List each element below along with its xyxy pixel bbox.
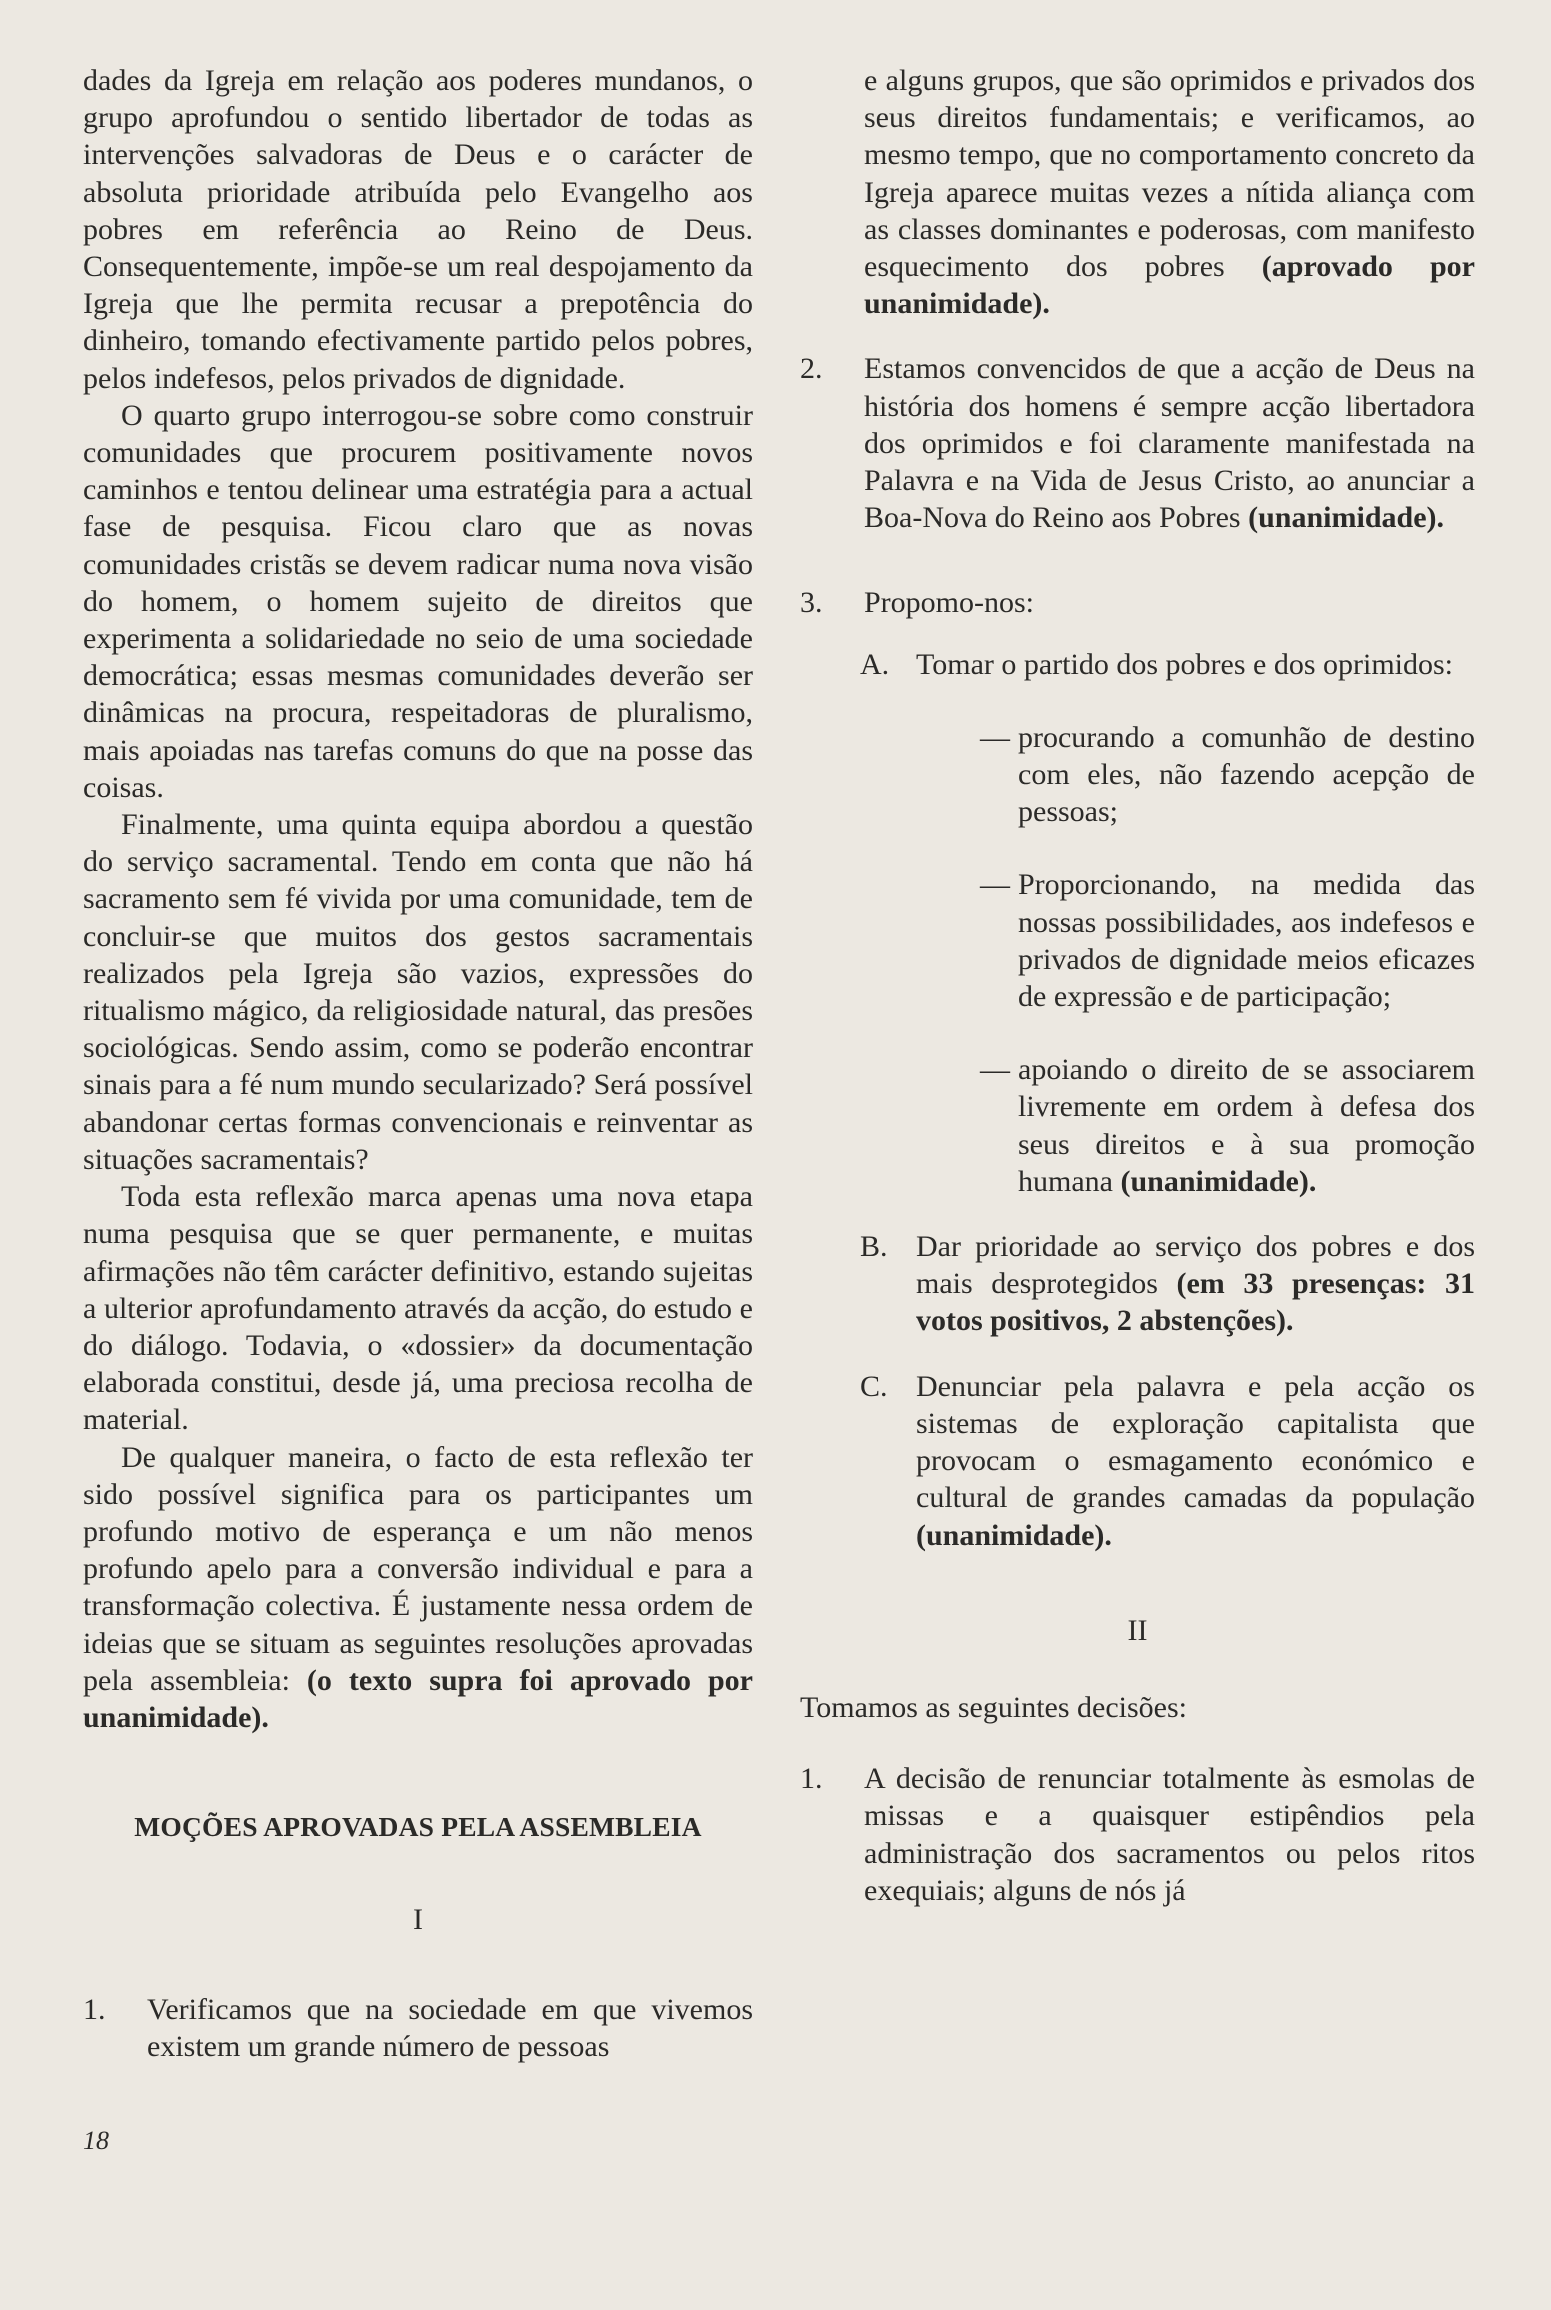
item-text [916,1228,1475,1340]
page-number: 18 [83,2126,109,2155]
approval-note: (unanimidade). [916,1518,1112,1552]
approval-note: (em 33 presenças: 31 votos positivos, 2 abstenções). [916,1267,1475,1338]
item-letter: A. [860,647,890,681]
dash-item [980,866,1475,1015]
item-body: Dar prioridade ao serviço dos pobres e dos mais desprotegidos [916,1230,1475,1301]
roman-numeral: II [1127,1613,1148,1647]
paragraph-text: De qualquer maneira, o facto de esta reflexão ter sido possível significa para os participantes um profundo motivo de esperança e um não menos profundo apelo para a conversão individual e para a transformação colectiva. É justamente nessa ordem de ideias que se situam as seguintes resoluções aprovadas pela assembleia: [83,1440,753,1697]
item-number: 3. [800,586,823,620]
roman-numeral: I [413,1903,423,1937]
item-letter: B. [860,1230,888,1264]
item-body: Denunciar pela palavra e pela acção os sistemas de exploração capitalista que provocam o esmagamento económico e cultural de grandes camadas da população [916,1369,1475,1515]
lettered-item [860,646,1475,683]
dash-mark: — [980,720,1010,754]
item-number: 1. [800,1762,823,1796]
item-text: A decisão de renunciar totalmente às esmolas de missas e a quaisquer estipêndios pela administração dos sacramentos ou pelos ritos exequiais; alguns de nós já [864,1762,1475,1907]
numbered-item [83,1991,753,2065]
dash-mark: — [980,868,1010,902]
item-text [864,350,1475,536]
item-body: apoiando o direito de se associarem livremente em ordem à defesa dos seus direitos e à sua promoção humana [1018,1053,1475,1198]
item-body: Estamos convencidos de que a acção de Deus na história dos homens é sempre acção libertadora dos oprimidos e foi claramente manifestada na Palavra e na Vida de Jesus Cristo, ao anunciar a Boa-Nova do Reino aos Pobres [864,352,1475,535]
right-column [800,62,1475,1909]
lettered-item [860,1368,1475,1554]
item-text: Verificamos que na sociedade em que vivemos existem um grande número de pessoas [147,1992,753,2063]
paragraph: dades da Igreja em relação aos poderes mundanos, o grupo aprofundou o sentido libertador de todas as intervenções salvadoras de Deus e o carácter de absoluta prioridade atribuída pelo Evangelho aos pobres em referência ao Reino de Deus. Consequentemente, impõe-se um real despojamento da Igreja que lhe permita recusar a prepotência do dinheiro, tomando efectivamente partido pelos pobres, pelos indefesos, pelos privados de dignidade. [83,64,753,395]
paragraph: Finalmente, uma quinta equipa abordou a questão do serviço sacramental. Tendo em conta que não há sacramento sem fé vivida por uma comunidade, tem de concluir-se que muitos dos gestos sacramentais realizados pela Igreja são vazios, expressões do ritualismo mágico, da religiosidade natural, das presões sociológicas. Sendo assim, como se poderão encontrar sinais para a fé num mundo secularizado? Será possível abandonar certas formas convencionais e reinventar as situações sacramentais? [83,808,753,1176]
section-heading: MOÇÕES APROVADAS PELA ASSEMBLEIA [134,1811,702,1843]
dash-mark: — [980,1053,1010,1087]
approval-note: (o texto supra foi aprovado por unanimidade). [83,1663,754,1734]
item-text: Proporcionando, na medida das nossas possibilidades, aos indefesos e privados de dignidade meios eficazes de expressão e de participação; [1018,868,1475,1014]
left-column [83,62,753,2065]
paragraph [83,1439,753,1737]
dash-item [980,1051,1475,1200]
approval-note: (unanimidade). [1248,501,1445,535]
numbered-item [800,584,1475,621]
item-number: 2. [800,352,823,386]
item-text: Propomo-nos: [864,586,1035,620]
paragraph: Tomamos as seguintes decisões: [800,1690,1187,1724]
item-text: procurando a comunhão de destino com eles, não fazendo acepção de pessoas; [1018,720,1475,829]
item-text: Tomar o partido dos pobres e dos oprimidos: [916,647,1453,681]
paragraph-text: e alguns grupos, que são oprimidos e privados dos seus direitos fundamentais; e verificamos, ao mesmo tempo, que no comportamento concreto da Igreja aparece muitas vezes a nítida aliança com as classes dominantes e poderosas, com manifesto esquecimento dos pobres [864,64,1475,284]
paragraph: O quarto grupo interrogou-se sobre como construir comunidades que procurem positivamente novos caminhos e tentou delinear uma estratégia para a actual fase de pesquisa. Ficou claro que as novas comunidades cristãs se devem radicar numa nova visão do homem, o homem sujeito de direitos que experimenta a solidariedade no seio de uma sociedade democrática; essas mesmas comunidades deverão ser dinâmicas na procura, respeitadoras de pluralismo, mais apoiadas nas tarefas comuns do que na posse das coisas. [83,398,753,804]
paragraph [864,62,1475,322]
numbered-item [800,1760,1475,1909]
numbered-item [800,350,1475,536]
item-number: 1. [83,1992,106,2026]
item-text [916,1368,1475,1554]
lettered-item [860,1228,1475,1340]
paragraph: Toda esta reflexão marca apenas uma nova etapa numa pesquisa que se quer permanente, e muitas afirmações não têm carácter definitivo, estando sujeitas a ulterior aprofundamento através da acção, do estudo e do diálogo. Todavia, o «dossier» da documentação elaborada constitui, desde já, uma preciosa recolha de material. [83,1180,753,1437]
item-letter: C. [860,1369,888,1403]
approval-note: (unanimidade). [1120,1164,1317,1198]
item-text [1018,1051,1475,1200]
dash-item [980,719,1475,831]
approval-note: (aprovado por unanimidade). [864,250,1475,321]
